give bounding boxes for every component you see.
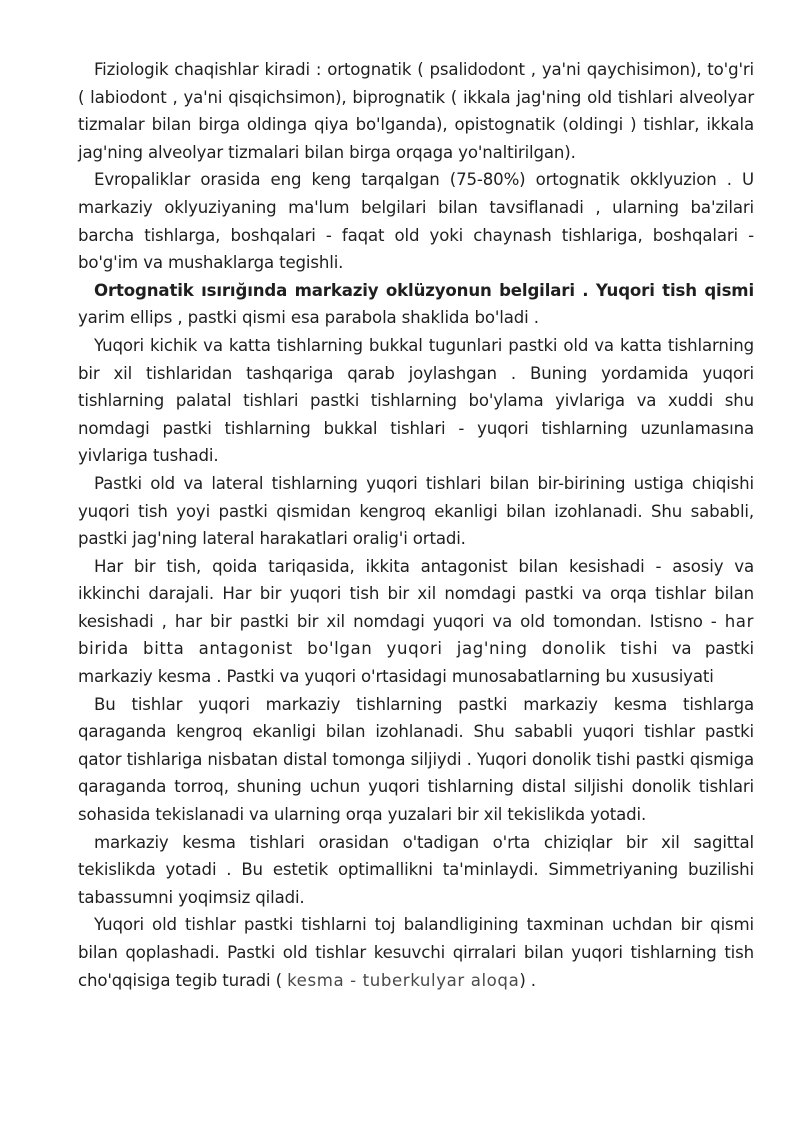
paragraph-lateral-overlap: Pastki old va lateral tishlarning yuqori tishlari bilan bir-birining ustiga chiqishi yuqori tish yoyi pastki qismidan kengroq ekanligi bilan izohlanadi. Shu sababli, pastki jag'ning lateral harakatlari oralig'i ortadi. — [78, 473, 754, 549]
document-body — [78, 56, 754, 994]
paragraph-antagonists — [78, 553, 754, 691]
paragraph-bukkal-tubercles: Yuqori kichik va katta tishlarning bukkal tugunlari pastki old va katta tishlarning bir xil tishlaridan tashqariga qarab joylashgan . Buning yordamida yuqori tishlarning palatal tishlari pastki tishlarning bo'ylama yivlariga va xuddi shu nomdagi pastki tishlarning bukkal tishlari - yuqori tishlarning uzunlamasına yivlariga tushadi. — [78, 335, 754, 466]
heading-continuation: yarim ellips , pastki qismi esa parabola shaklida bo'ladi . — [78, 308, 539, 328]
paragraph-orthognathic-prevalence: Evropaliklar orasida eng keng tarqalgan (75-80%) ortognatik okklyuzion . U markaziy oklyuziyaning ma'lum belgilari bilan tavsiflanadi , ularning ba'zilari barcha tishlarga, boshqalari - faqat old yoki chaynash tishlariga, boshqalari - bo'g'im va mushaklarga tegishli. — [78, 170, 754, 273]
paragraph-distal-shift: Bu tishlar yuqori markaziy tishlarning pastki markaziy kesma tishlarga qaraganda kengroq ekanligi bilan izohlanadi. Shu sababli yuqori tishlar pastki qator tishlariga nisbatan distal tomonga siljiydi . Yuqori donolik tishi pastki qismiga qaraganda torroq, shuning uchun yuqori tishlarning distal siljishi donolik tishlari sohasida tekislanadi va ularning orqa yuzalari bir xil tekislikda yotadi. — [78, 694, 754, 825]
paragraph-occlusion-types: Fiziologik chaqishlar kiradi : ortognatik ( psalidodont , ya'ni qaychisimon), to'g'ri ( labiodont , ya'ni qisqichsimon), biprognatik ( ikkala jag'ning old tishlari alveolyar tizmalar bilan birga oldinga qiya bo'lganda), opistognatik (oldingi ) tishlar, ikkala jag'ning alveolyar tizmalari bilan birga orqaga yo'naltirilgan). — [78, 60, 754, 162]
bold-heading: Ortognatik ısırığında markaziy oklüzyonun belgilari . Yuqori tish qismi — [94, 280, 754, 300]
paragraph-central-occlusion-signs — [78, 277, 754, 332]
antagonist-text-1: Har bir tish, qoida tariqasida, ikkita antagonist bilan kesishadi - asosiy va ikkinchi darajali. Har bir yuqori tish bir xil nomdagi pastki va orqa tishlar bilan kesishadi , har bir pastki bir xil nomdagi yuqori va old tomondan. Istisno - — [78, 556, 754, 631]
antagonist-text-3: va pastki markaziy kesma . Pastki va yuqori o'rtasidagi munosabatlarning bu xususiyati — [78, 639, 754, 687]
overbite-text-1: Yuqori old tishlar pastki tishlarni toj balandligining taxminan uchdan bir qismi bilan qoplashadi. Pastki old tishlar kesuvchi qirralari bilan yuqori tishlarning tish cho'qqisiga tegib turadi ( — [78, 915, 754, 990]
overbite-text-2: kesma - tuberkulyar aloqa — [287, 970, 520, 990]
paragraph-overbite — [78, 911, 754, 994]
paragraph-midline: markaziy kesma tishlari orasidan o'tadigan o'rta chiziqlar bir xil sagittal tekislikda yotadi . Bu estetik optimallikni ta'minlaydi. Simmetriyaning buzilishi tabassumni yoqimsiz qiladi. — [78, 832, 754, 907]
antagonist-text-2: har birida bitta antagonist bo'lgan yuqori jag'ning donolik tishi — [78, 611, 754, 659]
overbite-text-3: ) . — [519, 970, 536, 990]
